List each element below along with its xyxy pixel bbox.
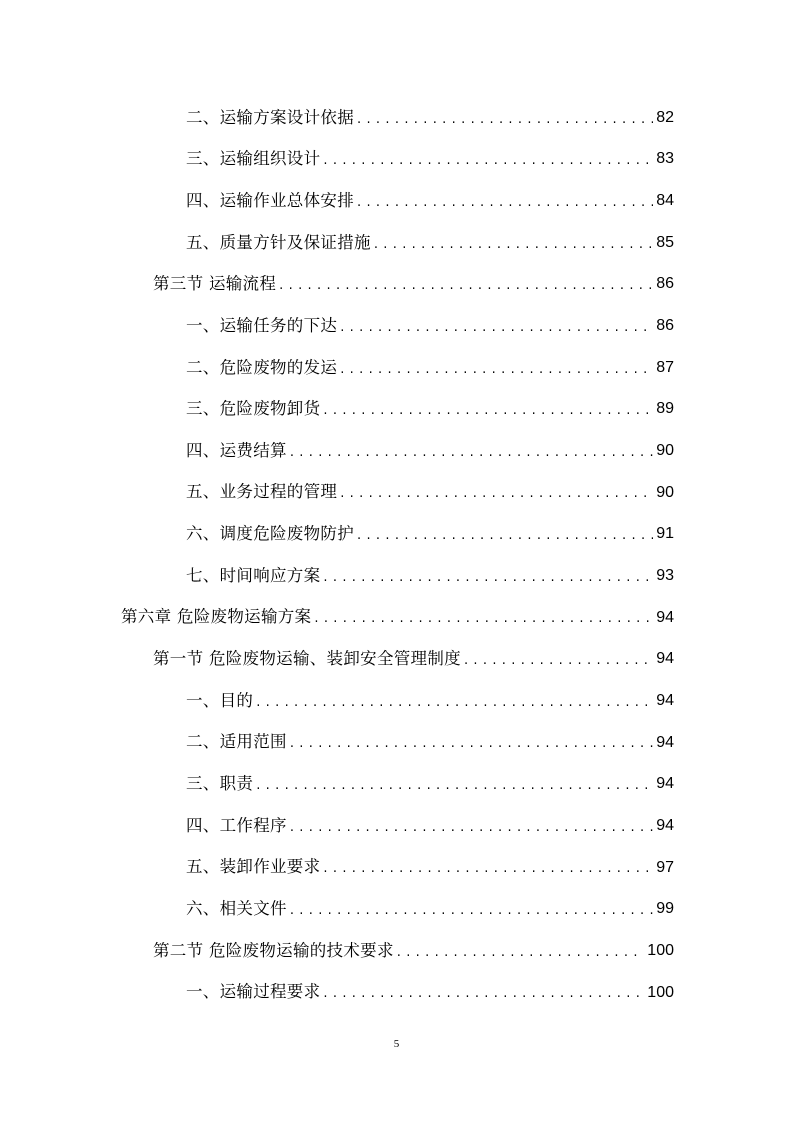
toc-entry[interactable]	[0, 847, 793, 889]
toc-entry[interactable]	[0, 347, 793, 389]
toc-entry-page-number: 97	[656, 858, 674, 876]
toc-entry-label: 五、质量方针及保证措施	[186, 232, 371, 252]
toc-entry-page-number: 93	[656, 567, 674, 585]
toc-entry[interactable]	[0, 888, 793, 930]
dot-leader	[340, 484, 653, 501]
dot-leader	[340, 318, 653, 335]
toc-entry[interactable]	[0, 972, 793, 1014]
toc-entry-page-number: 87	[656, 358, 674, 376]
dot-leader	[340, 360, 653, 377]
dot-leader	[256, 776, 653, 793]
toc-entry-page-number: 90	[656, 483, 674, 501]
toc-entry[interactable]	[0, 805, 793, 847]
toc-entry-page-number: 94	[656, 608, 674, 626]
toc-entry-page-number: 86	[656, 275, 674, 293]
toc-entry-page-number: 89	[656, 400, 674, 418]
toc-entry-label: 六、调度危险废物防护	[186, 524, 354, 544]
toc-entry[interactable]	[0, 555, 793, 597]
dot-leader	[323, 151, 653, 168]
dot-leader	[374, 235, 653, 252]
toc-entry-label: 五、业务过程的管理	[186, 482, 338, 502]
toc-entry-label: 第一节 危险废物运输、装卸安全管理制度	[153, 649, 461, 669]
toc-entry[interactable]	[0, 639, 793, 681]
toc-entry-page-number: 94	[656, 733, 674, 751]
dot-leader	[323, 568, 653, 585]
dot-leader	[290, 818, 653, 835]
dot-leader	[290, 734, 653, 751]
toc-entry[interactable]	[0, 222, 793, 264]
toc-entry-label: 三、职责	[186, 774, 254, 794]
toc-entry-page-number: 99	[656, 900, 674, 918]
toc-entry[interactable]	[0, 764, 793, 806]
toc-entry-page-number: 94	[656, 816, 674, 834]
table-of-contents	[0, 97, 793, 1013]
toc-entry-label: 二、适用范围	[186, 732, 287, 752]
dot-leader	[357, 526, 653, 543]
toc-entry-label: 一、运输过程要求	[186, 982, 321, 1002]
toc-entry-label: 二、危险废物的发运	[186, 357, 338, 377]
toc-entry-page-number: 90	[656, 442, 674, 460]
toc-entry[interactable]	[0, 930, 793, 972]
toc-entry-page-number: 91	[656, 525, 674, 543]
toc-entry-page-number: 85	[656, 233, 674, 251]
toc-entry-label: 第二节 危险废物运输的技术要求	[153, 940, 394, 960]
toc-entry-page-number: 94	[656, 650, 674, 668]
toc-entry-label: 四、运输作业总体安排	[186, 190, 354, 210]
toc-entry-page-number: 100	[647, 983, 674, 1001]
dot-leader	[397, 943, 645, 960]
toc-entry-page-number: 94	[656, 692, 674, 710]
toc-entry[interactable]	[0, 305, 793, 347]
dot-leader	[464, 651, 653, 668]
toc-entry[interactable]	[0, 472, 793, 514]
toc-entry-label: 二、运输方案设计依据	[186, 107, 354, 127]
toc-entry-label: 第三节 运输流程	[153, 274, 277, 294]
toc-entry-label: 一、运输任务的下达	[186, 315, 338, 335]
dot-leader	[290, 443, 653, 460]
page-number: 5	[393, 1038, 400, 1050]
toc-entry[interactable]	[0, 180, 793, 222]
toc-entry-label: 三、危险废物卸货	[186, 399, 321, 419]
toc-entry-label: 五、装卸作业要求	[186, 857, 321, 877]
toc-entry-label: 一、目的	[186, 690, 254, 710]
dot-leader	[357, 110, 653, 127]
toc-entry[interactable]	[0, 97, 793, 139]
dot-leader	[323, 401, 653, 418]
toc-entry-label: 四、运费结算	[186, 440, 287, 460]
toc-entry[interactable]	[0, 430, 793, 472]
toc-entry[interactable]	[0, 389, 793, 431]
toc-entry[interactable]	[0, 722, 793, 764]
dot-leader	[357, 193, 653, 210]
toc-entry-page-number: 82	[656, 108, 674, 126]
toc-entry-page-number: 100	[647, 941, 674, 959]
dot-leader	[279, 276, 653, 293]
toc-entry-page-number: 94	[656, 775, 674, 793]
toc-entry-page-number: 83	[656, 150, 674, 168]
dot-leader	[314, 609, 653, 626]
toc-entry-label: 第六章 危险废物运输方案	[121, 607, 312, 627]
toc-entry-label: 三、运输组织设计	[186, 149, 321, 169]
dot-leader	[323, 859, 653, 876]
toc-entry-label: 六、相关文件	[186, 899, 287, 919]
dot-leader	[290, 901, 653, 918]
toc-entry-page-number: 86	[656, 317, 674, 335]
toc-entry[interactable]	[0, 514, 793, 556]
toc-entry[interactable]	[0, 264, 793, 306]
toc-entry-page-number: 84	[656, 192, 674, 210]
toc-entry-label: 七、时间响应方案	[186, 565, 321, 585]
toc-entry[interactable]	[0, 139, 793, 181]
toc-entry[interactable]	[0, 597, 793, 639]
toc-entry[interactable]	[0, 680, 793, 722]
dot-leader	[256, 693, 653, 710]
toc-entry-label: 四、工作程序	[186, 815, 287, 835]
dot-leader	[323, 984, 644, 1001]
